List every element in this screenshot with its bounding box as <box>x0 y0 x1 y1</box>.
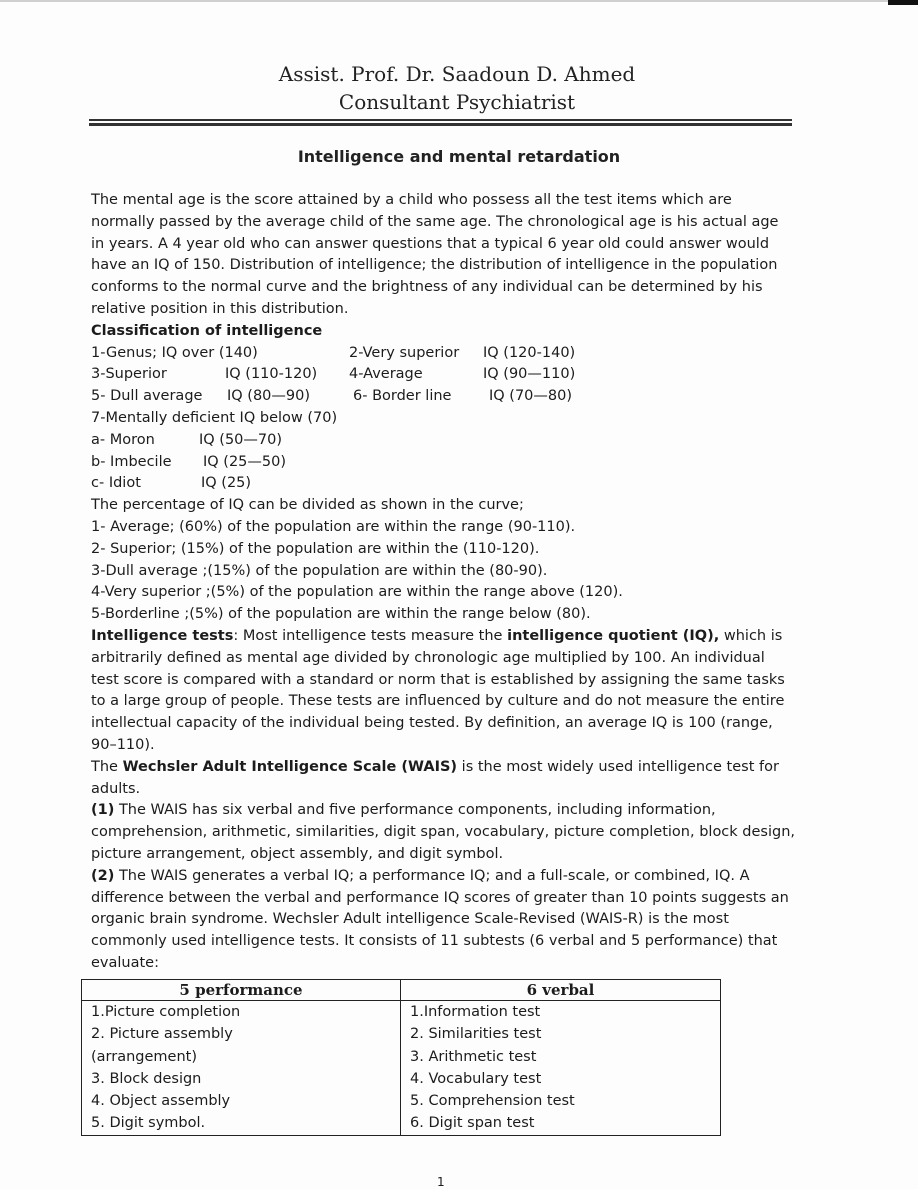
document-header <box>0 60 918 116</box>
tests-text: : Most intelligence tests measure the <box>233 627 508 644</box>
percentage-item: 1- Average; (60%) of the population are within the range (90-110). <box>91 518 576 535</box>
class-range: IQ (80—90) <box>227 388 311 405</box>
table-row <box>82 1001 721 1024</box>
author-name: Assist. Prof. Dr. Saadoun D. Ahmed <box>278 62 636 86</box>
intro-paragraph: The mental age is the score attained by a child who possess all the test items which are normally passed by the average child of the same age. The chronological age is his actual age in years. A 4 year old who can answer questions that a typical 6 year old could answer would have an IQ of 150. Distribution of intelligence; the distribution of intelligence in the population conforms to the normal curve and the brightness of any individual can be determined by his relative position in this distribution. <box>91 192 779 317</box>
table-cell: 1.Information test <box>401 1001 721 1024</box>
table-cell: 3. Arithmetic test <box>401 1046 721 1068</box>
column-header-verbal: 6 verbal <box>401 980 721 1001</box>
page-title: Intelligence and mental retardation <box>297 147 621 166</box>
iq-term: intelligence quotient (IQ), <box>507 627 720 644</box>
table-row <box>82 1112 721 1135</box>
classification-row <box>91 386 796 408</box>
table-cell: 6. Digit span test <box>401 1112 721 1135</box>
intelligence-tests-paragraph <box>91 626 796 757</box>
table-cell: 3. Block design <box>82 1068 401 1090</box>
class-item: 4-Average <box>349 366 423 383</box>
class-item: a- Moron <box>91 431 155 448</box>
class-item: b- Imbecile <box>91 453 172 470</box>
class-item: 1-Genus; IQ over (140) <box>91 344 258 361</box>
table-cell: 5. Digit symbol. <box>82 1112 401 1135</box>
classification-heading: Classification of intelligence <box>91 322 323 339</box>
table-cell: 4. Vocabulary test <box>401 1068 721 1090</box>
table-cell: 4. Object assembly <box>82 1090 401 1112</box>
percentage-item: 5-Borderline ;(5%) of the population are within the range below (80). <box>91 606 591 623</box>
class-item: 3-Superior <box>91 366 167 383</box>
point-text: The WAIS generates a verbal IQ; a performance IQ; and a full-scale, or combined, IQ. A difference between the verbal and performance IQ scores of greater than 10 points suggests an organic brain syndrome. Wechsler Adult intelligence Scale-Revised (WAIS-R) is the most commonly used intelligence tests. It consists of 11 subtests (6 verbal and 5 performance) that evaluate: <box>91 867 789 971</box>
class-range: IQ (90—110) <box>483 366 576 383</box>
subtests-table <box>81 979 721 1136</box>
classification-row <box>91 452 796 474</box>
table-cell: 5. Comprehension test <box>401 1090 721 1112</box>
wais-point-1 <box>91 800 796 865</box>
tests-label: Intelligence tests <box>91 627 234 644</box>
class-range: IQ (110-120) <box>225 366 318 383</box>
table-cell: 2. Picture assembly <box>82 1023 401 1045</box>
document-body <box>91 190 796 975</box>
classification-row <box>91 408 796 430</box>
wais-text: The <box>91 758 123 775</box>
table-row <box>82 1023 721 1045</box>
percentage-item: 4-Very superior ;(5%) of the population are within the range above (120). <box>91 584 623 601</box>
wais-point-2 <box>91 866 796 975</box>
scan-top-edge <box>0 0 918 2</box>
classification-row <box>91 364 796 386</box>
class-item: 5- Dull average <box>91 388 203 405</box>
author-role: Consultant Psychiatrist <box>338 90 576 114</box>
scan-corner-mark <box>888 0 918 5</box>
header-rule-thin <box>89 119 792 121</box>
classification-row <box>91 430 796 452</box>
table-row <box>82 1068 721 1090</box>
wais-paragraph <box>91 757 796 801</box>
percentage-item: 2- Superior; (15%) of the population are within the (110-120). <box>91 540 540 557</box>
page-number: 1 <box>437 1175 445 1189</box>
table-cell: (arrangement) <box>82 1046 401 1068</box>
tests-text: which is arbitrarily defined as mental age divided by chronologic age multiplied by 100. An individual test score is compared with a standard or norm that is established by assigning the same tasks to a large group of people. These tests are influenced by culture and do not measure the entire intellectual capacity of the individual being tested. By definition, an average IQ is 100 (range, 90–110). <box>91 627 785 753</box>
percentage-item: 3-Dull average ;(15%) of the population are within the (80-90). <box>91 562 548 579</box>
point-number: (2) <box>91 867 115 884</box>
table-row <box>82 1090 721 1112</box>
class-item: 6- Border line <box>353 388 452 405</box>
class-range: IQ (120-140) <box>483 344 576 361</box>
table-header-row <box>82 980 721 1001</box>
wais-name: Wechsler Adult Intelligence Scale (WAIS) <box>122 758 458 775</box>
wais-text: is the most widely used intelligence test for adults. <box>91 758 779 797</box>
header-rule-thick <box>89 123 792 126</box>
classification-row <box>91 343 796 365</box>
percentage-intro: The percentage of IQ can be divided as shown in the curve; <box>91 497 524 514</box>
class-range: IQ (25—50) <box>203 453 287 470</box>
table-cell: 1.Picture completion <box>82 1001 401 1024</box>
class-range: IQ (50—70) <box>199 431 283 448</box>
table-row <box>82 1046 721 1068</box>
column-header-performance: 5 performance <box>82 980 401 1001</box>
table-cell: 2. Similarities test <box>401 1023 721 1045</box>
class-range: IQ (70—80) <box>489 388 573 405</box>
class-item: 2-Very superior <box>349 344 460 361</box>
point-text: The WAIS has six verbal and five performance components, including information, comprehension, arithmetic, similarities, digit span, vocabulary, picture completion, block design, picture arrangement, object assembly, and digit symbol. <box>91 802 796 862</box>
class-range: IQ (25) <box>201 475 252 492</box>
point-number: (1) <box>91 802 115 819</box>
class-item: c- Idiot <box>91 475 141 492</box>
class-item: 7-Mentally deficient IQ below (70) <box>91 409 338 426</box>
classification-row <box>91 473 796 495</box>
